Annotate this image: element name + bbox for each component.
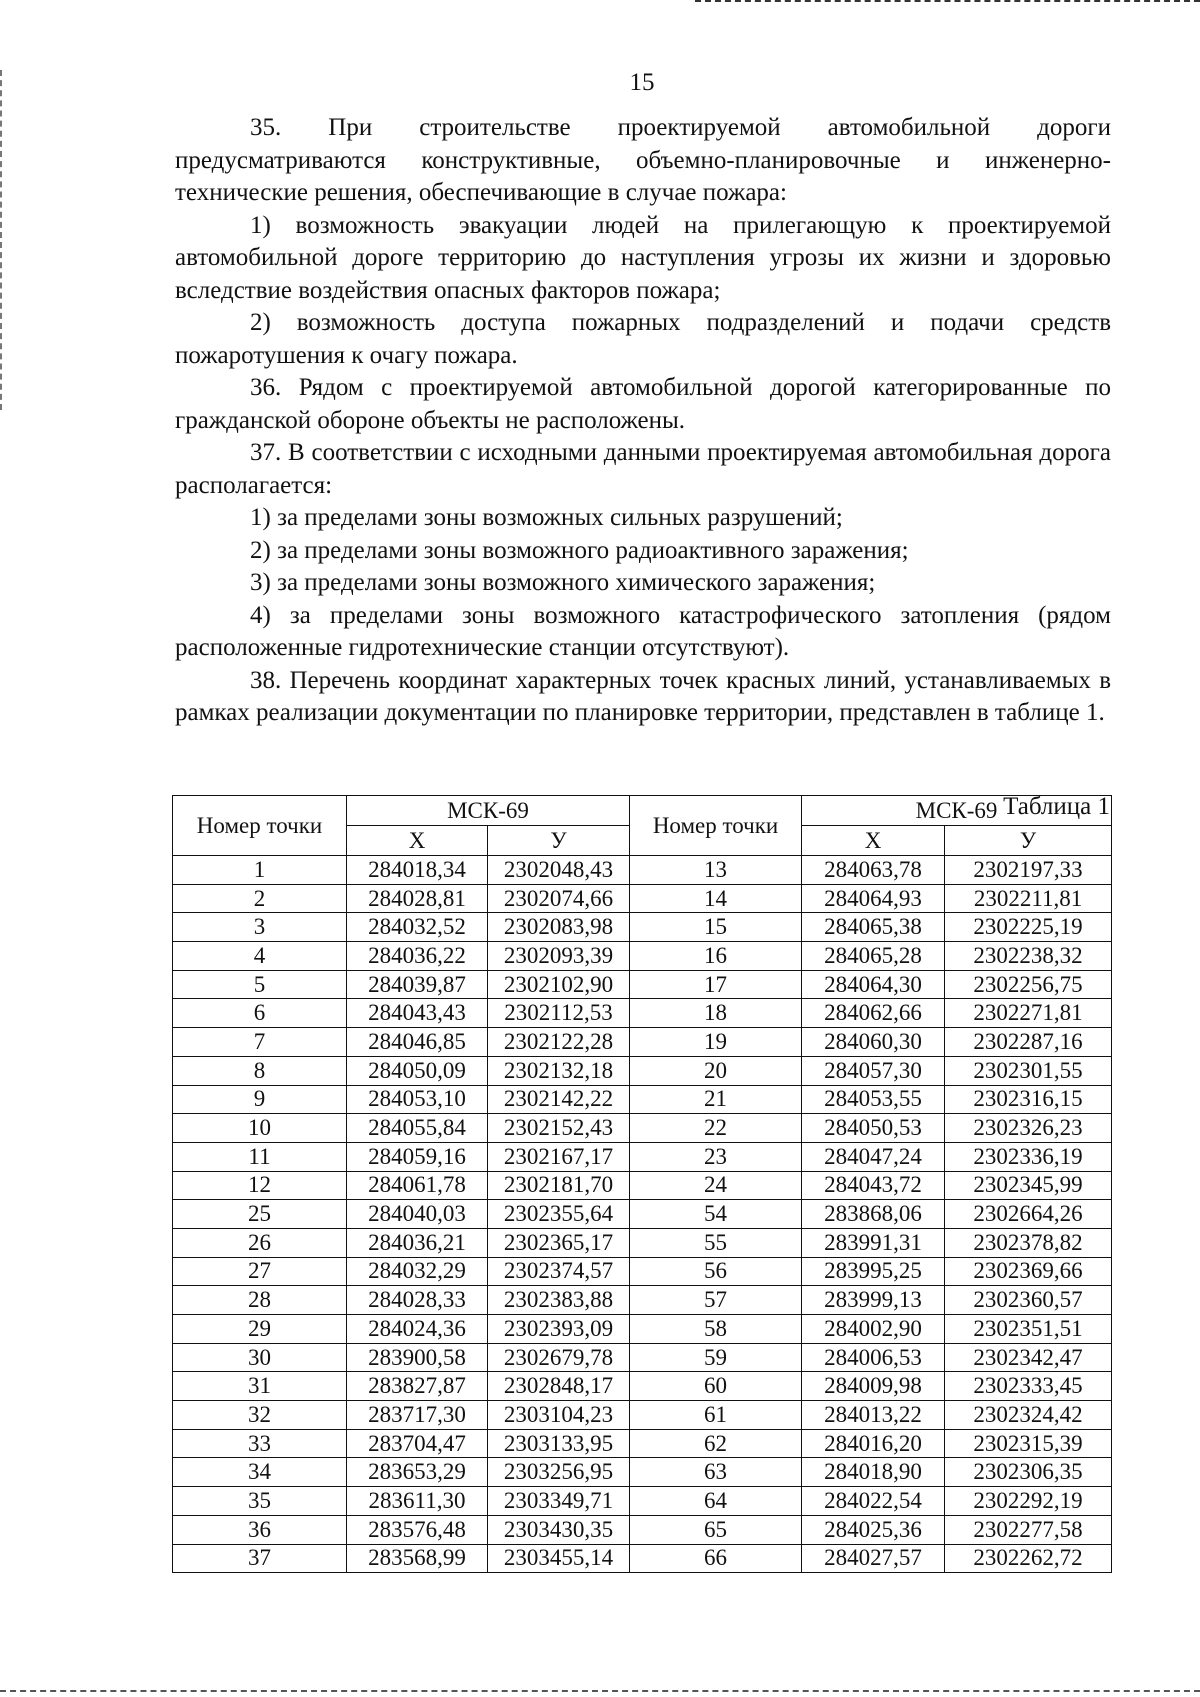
header-x-right: X [802, 826, 945, 856]
cell-x-left: 284018,34 [347, 856, 488, 885]
cell-x-left: 284059,16 [347, 1142, 488, 1171]
cell-y-left: 2302167,17 [488, 1142, 630, 1171]
cell-x-right: 283991,31 [802, 1228, 945, 1257]
cell-point-number-right: 16 [630, 942, 802, 971]
cell-y-right: 2302326,23 [945, 1114, 1112, 1143]
cell-x-left: 284032,29 [347, 1257, 488, 1286]
cell-point-number-left: 1 [173, 856, 347, 885]
cell-x-left: 284032,52 [347, 913, 488, 942]
cell-x-left: 284039,87 [347, 970, 488, 999]
cell-y-right: 2302336,19 [945, 1142, 1112, 1171]
table-row [173, 1544, 1112, 1573]
cell-x-right: 284057,30 [802, 1056, 945, 1085]
cell-x-right: 284006,53 [802, 1343, 945, 1372]
cell-point-number-left: 31 [173, 1372, 347, 1401]
cell-point-number-left: 5 [173, 970, 347, 999]
table-row [173, 1142, 1112, 1171]
cell-point-number-right: 21 [630, 1085, 802, 1114]
cell-y-left: 2303256,95 [488, 1458, 630, 1487]
cell-x-left: 283576,48 [347, 1515, 488, 1544]
table-caption: Таблица 1 [1003, 793, 1110, 820]
cell-x-left: 283704,47 [347, 1429, 488, 1458]
cell-y-left: 2302848,17 [488, 1372, 630, 1401]
table-row [173, 1228, 1112, 1257]
cell-x-right: 283999,13 [802, 1286, 945, 1315]
cell-y-right: 2302306,35 [945, 1458, 1112, 1487]
cell-point-number-left: 6 [173, 999, 347, 1028]
header-system-left: МСК-69 [347, 796, 630, 826]
cell-x-left: 284055,84 [347, 1114, 488, 1143]
cell-point-number-right: 62 [630, 1429, 802, 1458]
cell-point-number-right: 17 [630, 970, 802, 999]
table-row [173, 999, 1112, 1028]
table-row [173, 1028, 1112, 1057]
cell-point-number-right: 65 [630, 1515, 802, 1544]
header-point-number-right: Номер точки [630, 796, 802, 856]
cell-point-number-right: 55 [630, 1228, 802, 1257]
cell-x-right: 284022,54 [802, 1487, 945, 1516]
table-row [173, 1487, 1112, 1516]
cell-y-right: 2302292,19 [945, 1487, 1112, 1516]
cell-x-right: 284027,57 [802, 1544, 945, 1573]
cell-point-number-right: 57 [630, 1286, 802, 1315]
table-body [173, 856, 1112, 1573]
table-row [173, 1458, 1112, 1487]
cell-y-left: 2302093,39 [488, 942, 630, 971]
cell-y-left: 2302083,98 [488, 913, 630, 942]
cell-point-number-right: 22 [630, 1114, 802, 1143]
cell-x-right: 284047,24 [802, 1142, 945, 1171]
cell-point-number-left: 30 [173, 1343, 347, 1372]
cell-x-left: 284040,03 [347, 1200, 488, 1229]
cell-point-number-left: 4 [173, 942, 347, 971]
header-x-left: X [347, 826, 488, 856]
cell-y-left: 2302132,18 [488, 1056, 630, 1085]
cell-x-left: 283653,29 [347, 1458, 488, 1487]
cell-point-number-left: 29 [173, 1315, 347, 1344]
cell-y-left: 2302679,78 [488, 1343, 630, 1372]
cell-point-number-right: 18 [630, 999, 802, 1028]
cell-point-number-left: 33 [173, 1429, 347, 1458]
paragraph-37: 37. В соответствии с исходными данными проектируемая автомобильная дорога располагается: [175, 439, 1111, 499]
cell-y-right: 2302324,42 [945, 1401, 1112, 1430]
cell-y-left: 2303133,95 [488, 1429, 630, 1458]
cell-y-right: 2302262,72 [945, 1544, 1112, 1573]
cell-x-right: 284063,78 [802, 856, 945, 885]
paragraph-35-item-1: 1) возможность эвакуации людей на прилегающую к проектируемой автомобильной дороге территорию до наступления угрозы их жизни и здоровью вследствие воздействия опасных факторов пожара; [175, 211, 1111, 304]
cell-y-left: 2302074,66 [488, 884, 630, 913]
table-row [173, 1429, 1112, 1458]
cell-y-right: 2302225,19 [945, 913, 1112, 942]
cell-x-right: 284062,66 [802, 999, 945, 1028]
cell-y-right: 2302664,26 [945, 1200, 1112, 1229]
cell-x-right: 284060,30 [802, 1028, 945, 1057]
cell-y-right: 2302277,58 [945, 1515, 1112, 1544]
cell-point-number-right: 14 [630, 884, 802, 913]
cell-x-right: 284025,36 [802, 1515, 945, 1544]
cell-x-left: 283568,99 [347, 1544, 488, 1573]
cell-point-number-left: 9 [173, 1085, 347, 1114]
cell-y-right: 2302316,15 [945, 1085, 1112, 1114]
table-row [173, 856, 1112, 885]
cell-point-number-left: 32 [173, 1401, 347, 1430]
table-row [173, 1171, 1112, 1200]
paragraph-37-item-1: 1) за пределами зоны возможных сильных разрушений; [250, 504, 843, 531]
table-row [173, 1343, 1112, 1372]
cell-point-number-left: 25 [173, 1200, 347, 1229]
cell-point-number-left: 7 [173, 1028, 347, 1057]
cell-point-number-left: 34 [173, 1458, 347, 1487]
table-row [173, 1257, 1112, 1286]
cell-point-number-right: 54 [630, 1200, 802, 1229]
cell-x-left: 284028,33 [347, 1286, 488, 1315]
cell-y-right: 2302333,45 [945, 1372, 1112, 1401]
cell-point-number-right: 15 [630, 913, 802, 942]
cell-y-right: 2302342,47 [945, 1343, 1112, 1372]
cell-y-right: 2302315,39 [945, 1429, 1112, 1458]
table-row [173, 1085, 1112, 1114]
table-row [173, 1401, 1112, 1430]
paragraph-36: 36. Рядом с проектируемой автомобильной дорогой категорированные по гражданской обороне объекты не расположены. [175, 374, 1111, 434]
cell-x-right: 284009,98 [802, 1372, 945, 1401]
cell-y-right: 2302369,66 [945, 1257, 1112, 1286]
cell-y-left: 2302048,43 [488, 856, 630, 885]
cell-y-left: 2302181,70 [488, 1171, 630, 1200]
paragraph-37-item-2: 2) за пределами зоны возможного радиоактивного заражения; [250, 536, 909, 564]
cell-point-number-right: 24 [630, 1171, 802, 1200]
cell-y-left: 2302122,28 [488, 1028, 630, 1057]
table-row [173, 1315, 1112, 1344]
cell-x-left: 284053,10 [347, 1085, 488, 1114]
table-row [173, 1372, 1112, 1401]
paragraph-38: 38. Перечень координат характерных точек красных линий, устанавливаемых в рамках реализации документации по планировке территории, представлен в таблице 1. [175, 666, 1111, 726]
cell-y-left: 2302365,17 [488, 1228, 630, 1257]
cell-y-right: 2302271,81 [945, 999, 1112, 1028]
cell-x-left: 284043,43 [347, 999, 488, 1028]
cell-point-number-right: 58 [630, 1315, 802, 1344]
page-number: 15 [629, 69, 655, 96]
cell-x-left: 284028,81 [347, 884, 488, 913]
cell-point-number-right: 63 [630, 1458, 802, 1487]
table-header-row [173, 796, 1112, 826]
paragraph-35-item-2: 2) возможность доступа пожарных подразделений и подачи средств пожаротушения к очагу пожара. [175, 309, 1111, 369]
cell-x-left: 283611,30 [347, 1487, 488, 1516]
cell-point-number-left: 35 [173, 1487, 347, 1516]
table-row [173, 1515, 1112, 1544]
table-row [173, 1200, 1112, 1229]
cell-y-left: 2303349,71 [488, 1487, 630, 1516]
paragraph-37-item-3: 3) за пределами зоны возможного химического заражения; [250, 569, 876, 596]
cell-point-number-right: 61 [630, 1401, 802, 1430]
cell-y-right: 2302197,33 [945, 856, 1112, 885]
cell-point-number-right: 60 [630, 1372, 802, 1401]
cell-y-left: 2302393,09 [488, 1315, 630, 1344]
cell-y-left: 2302142,22 [488, 1085, 630, 1114]
cell-x-left: 283900,58 [347, 1343, 488, 1372]
cell-x-right: 284016,20 [802, 1429, 945, 1458]
cell-x-right: 284050,53 [802, 1114, 945, 1143]
cell-point-number-right: 59 [630, 1343, 802, 1372]
scan-edge-top [695, 0, 1200, 4]
cell-x-right: 284064,30 [802, 970, 945, 999]
scan-edge-left [0, 70, 4, 410]
cell-point-number-right: 56 [630, 1257, 802, 1286]
cell-y-left: 2303455,14 [488, 1544, 630, 1573]
cell-y-right: 2302256,75 [945, 970, 1112, 999]
cell-point-number-left: 26 [173, 1228, 347, 1257]
cell-x-right: 284013,22 [802, 1401, 945, 1430]
cell-x-right: 284065,28 [802, 942, 945, 971]
document-body [175, 112, 1111, 730]
cell-point-number-right: 20 [630, 1056, 802, 1085]
table-row [173, 913, 1112, 942]
cell-y-right: 2302301,55 [945, 1056, 1112, 1085]
cell-point-number-left: 2 [173, 884, 347, 913]
coordinates-table [172, 795, 1112, 1573]
cell-x-left: 283717,30 [347, 1401, 488, 1430]
cell-point-number-right: 64 [630, 1487, 802, 1516]
cell-point-number-right: 66 [630, 1544, 802, 1573]
table-row [173, 1114, 1112, 1143]
cell-y-left: 2302112,53 [488, 999, 630, 1028]
cell-x-left: 284024,36 [347, 1315, 488, 1344]
paragraph-35: 35. При строительстве проектируемой автомобильной дороги предусматриваются конструктивные, объемно-планировочные и инженерно-технические решения, обеспечивающие в случае пожара: [175, 114, 1111, 206]
header-system-right: МСК-69 [802, 796, 1112, 826]
cell-x-right: 284065,38 [802, 913, 945, 942]
cell-x-right: 284053,55 [802, 1085, 945, 1114]
cell-y-left: 2302355,64 [488, 1200, 630, 1229]
cell-point-number-left: 36 [173, 1515, 347, 1544]
cell-point-number-left: 28 [173, 1286, 347, 1315]
table-row [173, 970, 1112, 999]
cell-x-left: 284046,85 [347, 1028, 488, 1057]
cell-point-number-left: 8 [173, 1056, 347, 1085]
cell-y-right: 2302345,99 [945, 1171, 1112, 1200]
scan-edge-bottom [0, 1690, 1200, 1694]
cell-x-left: 284061,78 [347, 1171, 488, 1200]
cell-y-right: 2302378,82 [945, 1228, 1112, 1257]
cell-y-right: 2302360,57 [945, 1286, 1112, 1315]
cell-x-right: 284064,93 [802, 884, 945, 913]
cell-point-number-right: 19 [630, 1028, 802, 1057]
paragraph-37-item-4: 4) за пределами зоны возможного катастрофического затопления (рядом расположенные гидротехнические станции отсутствуют). [175, 601, 1111, 661]
cell-point-number-left: 27 [173, 1257, 347, 1286]
cell-y-right: 2302287,16 [945, 1028, 1112, 1057]
cell-point-number-left: 11 [173, 1142, 347, 1171]
cell-y-left: 2302383,88 [488, 1286, 630, 1315]
header-y-left: У [488, 826, 630, 856]
cell-x-left: 284050,09 [347, 1056, 488, 1085]
table-row [173, 1056, 1112, 1085]
cell-y-right: 2302211,81 [945, 884, 1112, 913]
cell-x-right: 284043,72 [802, 1171, 945, 1200]
cell-point-number-left: 10 [173, 1114, 347, 1143]
cell-y-right: 2302238,32 [945, 942, 1112, 971]
cell-x-right: 284002,90 [802, 1315, 945, 1344]
table-row [173, 884, 1112, 913]
cell-point-number-left: 12 [173, 1171, 347, 1200]
cell-y-left: 2302102,90 [488, 970, 630, 999]
cell-point-number-left: 3 [173, 913, 347, 942]
cell-x-right: 283995,25 [802, 1257, 945, 1286]
cell-point-number-left: 37 [173, 1544, 347, 1573]
header-point-number-left: Номер точки [173, 796, 347, 856]
cell-x-left: 284036,21 [347, 1228, 488, 1257]
cell-y-left: 2303430,35 [488, 1515, 630, 1544]
cell-point-number-right: 13 [630, 856, 802, 885]
cell-x-left: 283827,87 [347, 1372, 488, 1401]
cell-x-right: 284018,90 [802, 1458, 945, 1487]
cell-point-number-right: 23 [630, 1142, 802, 1171]
header-y-right: У [945, 826, 1112, 856]
cell-y-right: 2302351,51 [945, 1315, 1112, 1344]
cell-y-left: 2302374,57 [488, 1257, 630, 1286]
cell-x-left: 284036,22 [347, 942, 488, 971]
table-row [173, 1286, 1112, 1315]
cell-x-right: 283868,06 [802, 1200, 945, 1229]
table-row [173, 942, 1112, 971]
cell-y-left: 2302152,43 [488, 1114, 630, 1143]
cell-y-left: 2303104,23 [488, 1401, 630, 1430]
